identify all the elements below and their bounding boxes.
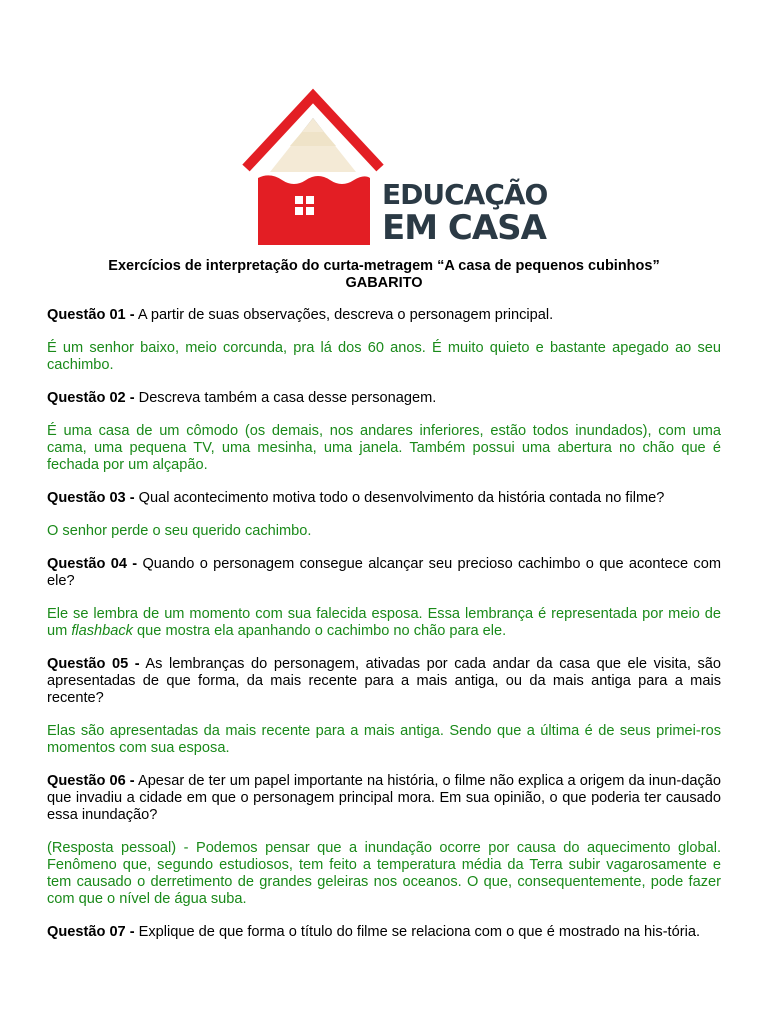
question-text: Descreva também a casa desse personagem. bbox=[134, 390, 437, 406]
answer-06: (Resposta pessoal) - Podemos pensar que a inundação ocorre por causa do aquecimento global. Fenômeno que, segundo estudiosos, tem feito a temperatura média da Terra subir vagarosamente e tem causado o derretimento de grandes geleiras nos oceanos. O que, consequentemente, pode fazer com que o nível de água suba. bbox=[47, 840, 721, 907]
educacao-em-casa-logo bbox=[240, 88, 548, 248]
question-02 bbox=[47, 390, 721, 407]
logo-line-1: EDUCAÇÃO bbox=[382, 178, 548, 211]
question-label: Questão 07 - bbox=[47, 924, 135, 940]
document-heading bbox=[47, 258, 721, 292]
question-07 bbox=[47, 924, 721, 941]
question-05 bbox=[47, 656, 721, 707]
question-label: Questão 03 - bbox=[47, 490, 135, 506]
question-label: Questão 02 - bbox=[47, 390, 135, 406]
question-04 bbox=[47, 556, 721, 590]
question-text: Explique de que forma o título do filme se relaciona com o que é mostrado na his-tória. bbox=[134, 924, 701, 940]
question-text: As lembranças do personagem, ativadas por cada andar da casa que ele visita, são apresentadas de que forma, da mais recente para a mais antiga, ou da mais antiga para a mais recente? bbox=[47, 656, 722, 706]
document-title: Exercícios de interpretação do curta-metragem “A casa de pequenos cubinhos” bbox=[108, 258, 660, 274]
answer-text: que mostra ela apanhando o cachimbo no chão para ele. bbox=[132, 623, 507, 639]
logo-wordmark bbox=[382, 180, 547, 246]
question-03 bbox=[47, 490, 721, 507]
question-label: Questão 01 - bbox=[47, 307, 135, 323]
answer-04 bbox=[47, 606, 721, 640]
question-text: Apesar de ter um papel importante na história, o filme não explica a origem da inun-dação que invadiu a cidade em que o personagem principal mora. Em sua opinião, o que poderia ter causado essa inundação? bbox=[47, 773, 721, 823]
question-text: Quando o personagem consegue alcançar seu precioso cachimbo o que acontece com ele? bbox=[47, 556, 721, 589]
answer-01: É um senhor baixo, meio corcunda, pra lá dos 60 anos. É muito quieto e bastante apegado ao seu cachimbo. bbox=[47, 340, 721, 373]
logo-line-2: EM CASA bbox=[382, 208, 546, 248]
answer-text: Ele se lembra de um momento com sua falecida esposa. Essa lembrança é representada por meio de um bbox=[47, 606, 721, 639]
answer-02: É uma casa de um cômodo (os demais, nos andares inferiores, estão todos inundados), com uma cama, uma pequena TV, uma mesinha, uma janela. Também possui uma abertura no chão que é fechada por um alçapão. bbox=[47, 423, 721, 473]
house-pencil-icon bbox=[240, 88, 390, 248]
question-06 bbox=[47, 773, 721, 824]
question-label: Questão 05 - bbox=[47, 656, 140, 672]
question-01 bbox=[47, 307, 721, 324]
answer-03: O senhor perde o seu querido cachimbo. bbox=[47, 523, 312, 539]
answer-emphasis: flashback bbox=[71, 623, 133, 639]
question-label: Questão 06 - bbox=[47, 773, 135, 789]
answer-05: Elas são apresentadas da mais recente para a mais antiga. Sendo que a última é de seus primei-ros momentos com sua esposa. bbox=[47, 723, 721, 756]
question-label: Questão 04 - bbox=[47, 556, 138, 572]
exercise-list bbox=[47, 307, 721, 957]
document-subtitle: GABARITO bbox=[345, 275, 423, 291]
question-text: A partir de suas observações, descreva o personagem principal. bbox=[134, 307, 554, 323]
question-text: Qual acontecimento motiva todo o desenvolvimento da história contada no filme? bbox=[134, 490, 665, 506]
